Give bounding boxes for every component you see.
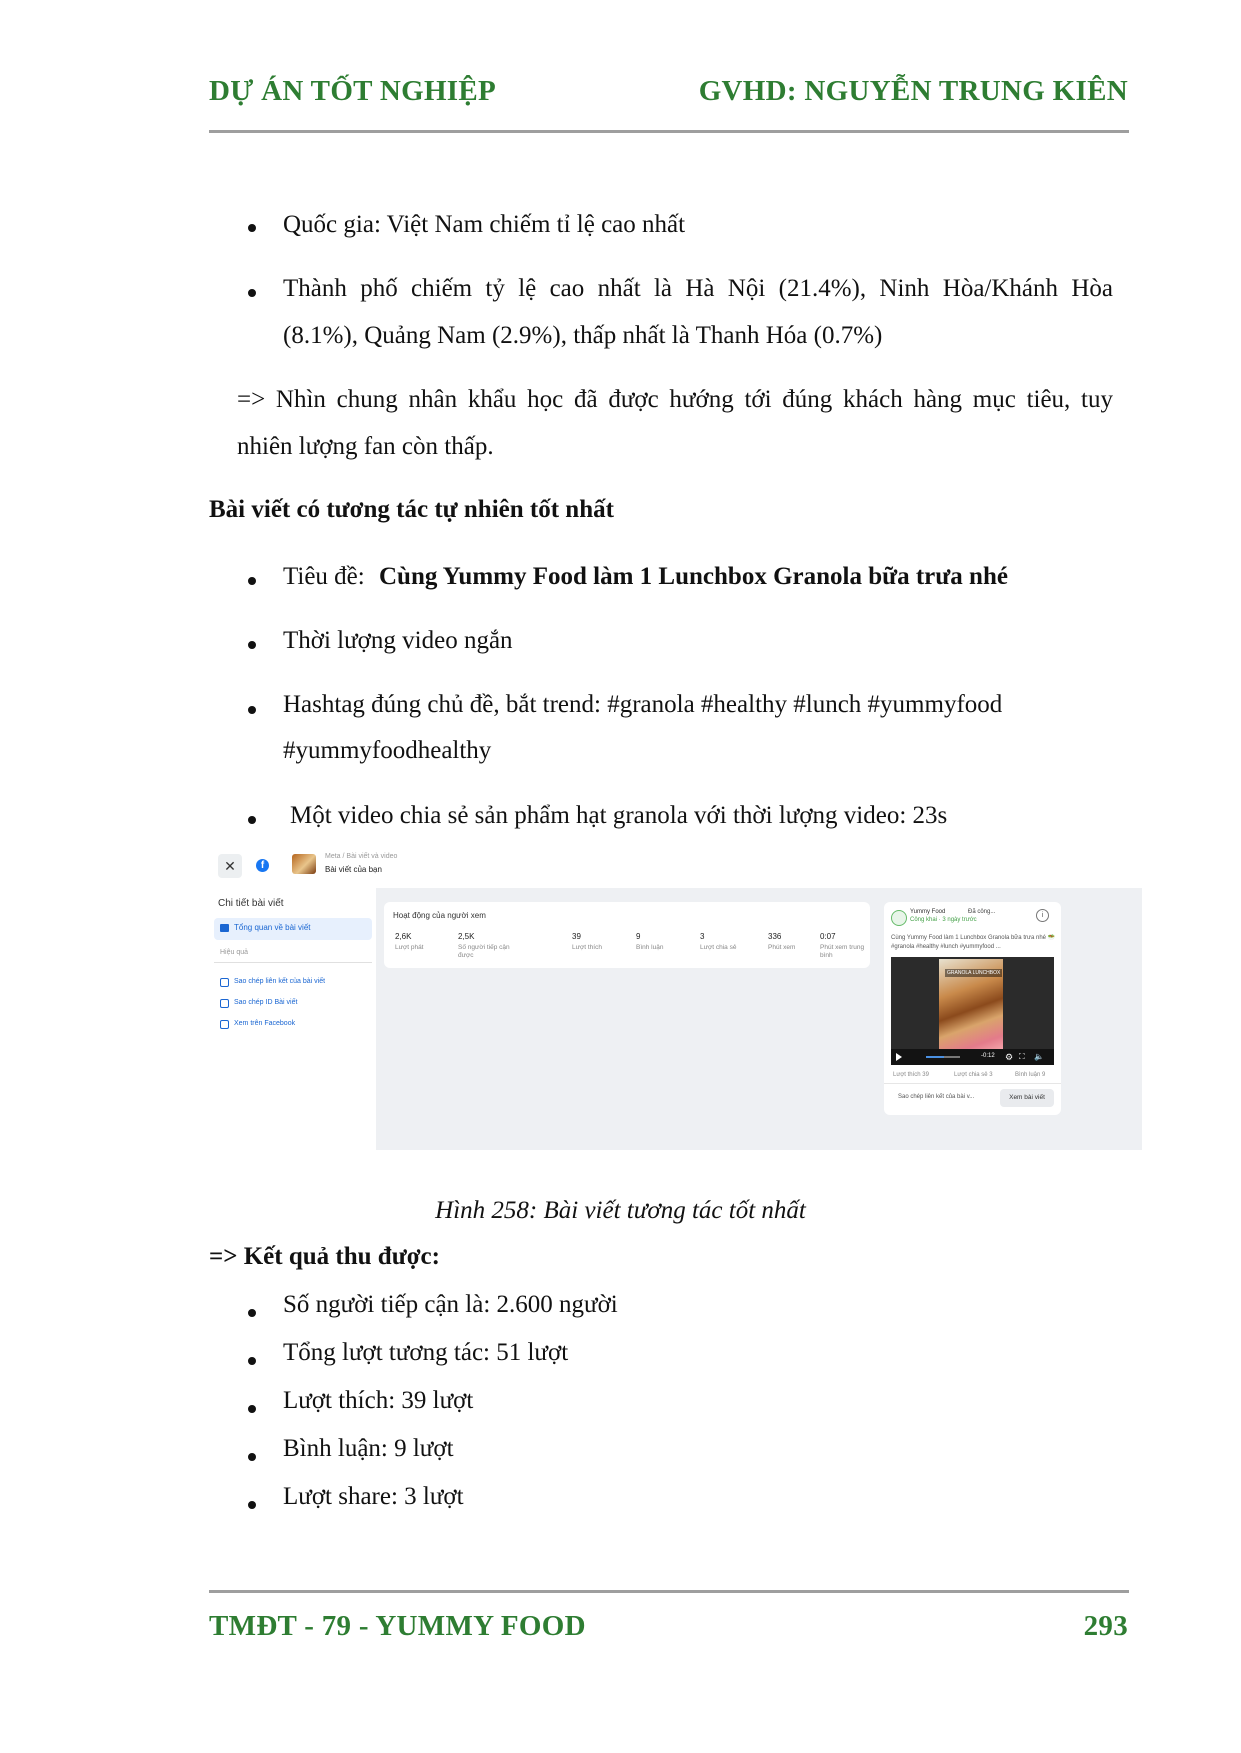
bullet-dot xyxy=(248,224,256,232)
bullet-dot xyxy=(248,1501,256,1509)
metric-value: 39 xyxy=(572,932,581,941)
metric-label: Lượt phát xyxy=(395,944,424,951)
result-engagement: Tổng lượt tương tác: 51 lượt xyxy=(283,1339,569,1366)
hashtag-bullet-line2: #yummyfoodhealthy xyxy=(283,737,492,764)
title-prefix: Tiêu đề: xyxy=(283,563,365,590)
result-reach: Số người tiếp cận là: 2.600 người xyxy=(283,1291,618,1318)
metric-value: 2,5K xyxy=(458,932,475,941)
metric-label: Lượt chia sẻ xyxy=(700,944,737,951)
metric-label: Số người tiếp cận được xyxy=(458,944,510,959)
metric-shares xyxy=(700,932,756,952)
stat-shares: Lượt chia sẻ 3 xyxy=(954,1072,993,1078)
metric-label: Phút xem xyxy=(768,944,796,951)
result-likes: Lượt thích: 39 lượt xyxy=(283,1387,474,1414)
video-controls xyxy=(891,1049,1054,1065)
metric-value: 3 xyxy=(700,932,705,941)
facebook-view-icon xyxy=(220,1020,229,1029)
post-caption: Cùng Yummy Food làm 1 Lunchbox Granola bữa trưa nhé 🥗 #granola #healthy #lunch #yummyfood ... xyxy=(891,935,1056,950)
metric-average-watch xyxy=(820,932,868,960)
publish-status: Đã công... xyxy=(968,909,996,915)
sidebar-item-copy-id[interactable]: Sao chép ID Bài viết xyxy=(234,999,298,1006)
post-preview-card xyxy=(884,902,1061,1115)
city-bullet-line1: Thành phố chiếm tỷ lệ cao nhất là Hà Nội (21.4%), Ninh Hòa/Khánh Hòa xyxy=(283,275,1113,302)
page-avatar xyxy=(891,910,907,926)
bullet-dot xyxy=(248,1309,256,1317)
header-project-title: DỰ ÁN TỐT NGHIỆP xyxy=(209,75,497,107)
results-heading: => Kết quả thu được: xyxy=(209,1243,440,1270)
stat-comments: Bình luận 9 xyxy=(1015,1072,1046,1078)
breadcrumb: Meta / Bài viết và video xyxy=(325,853,398,860)
video-player[interactable] xyxy=(891,957,1054,1065)
bullet-dot xyxy=(248,706,256,714)
best-post-heading: Bài viết có tương tác tự nhiên tốt nhất xyxy=(209,496,614,523)
stat-likes: Lượt thích 39 xyxy=(893,1072,929,1078)
title-bullet xyxy=(283,554,1008,600)
post-insights-screenshot xyxy=(214,848,1142,1150)
metric-label: Lượt thích xyxy=(572,944,602,951)
metric-minutes-viewed xyxy=(768,932,824,952)
details-sidebar xyxy=(214,888,376,1150)
metric-plays xyxy=(395,932,451,952)
hashtag-bullet-line1: Hashtag đúng chủ đề, bắt trend: #granola #healthy #lunch #yummyfood xyxy=(283,691,1003,718)
duration-bullet: Thời lượng video ngắn xyxy=(283,627,513,654)
bullet-dot xyxy=(248,816,256,824)
time-remaining: -0:12 xyxy=(981,1053,995,1059)
page-name: Yummy Food xyxy=(910,909,946,915)
progress-fill xyxy=(926,1056,944,1058)
overview-icon xyxy=(220,924,229,932)
conclusion-line1: => Nhìn chung nhân khẩu học đã được hướng tới đúng khách hàng mục tiêu, tuy xyxy=(237,386,1113,413)
metric-value: 2,6K xyxy=(395,932,412,941)
close-icon[interactable]: ✕ xyxy=(218,854,242,878)
insights-main xyxy=(376,888,1142,1150)
info-icon[interactable]: i xyxy=(1036,909,1049,922)
header-rule xyxy=(209,130,1129,133)
id-icon xyxy=(220,999,229,1008)
sidebar-title: Chi tiết bài viết xyxy=(218,898,284,909)
play-icon[interactable] xyxy=(896,1053,902,1061)
metric-comments xyxy=(636,932,692,952)
metric-label: Phút xem trung bình xyxy=(820,944,865,959)
bullet-dot xyxy=(248,1405,256,1413)
sidebar-item-label: Tổng quan về bài viết xyxy=(234,923,311,932)
viewer-activity-card xyxy=(384,902,870,968)
page-number: 293 xyxy=(1083,1610,1128,1642)
metric-value: 9 xyxy=(636,932,641,941)
bullet-dot xyxy=(248,1453,256,1461)
sidebar-item-copy-link[interactable]: Sao chép liên kết của bài viết xyxy=(234,978,326,985)
metric-likes xyxy=(572,932,628,952)
breadcrumb-current: Bài viết của bạn xyxy=(325,865,382,874)
post-title: Cùng Yummy Food làm 1 Lunchbox Granola bữa trưa nhé xyxy=(378,563,1008,590)
figure-caption: Hình 258: Bài viết tương tác tốt nhất xyxy=(435,1197,806,1224)
post-visibility: Công khai · 3 ngày trước xyxy=(910,917,977,923)
conclusion-line2: nhiên lượng fan còn thấp. xyxy=(237,433,494,460)
sidebar-item-overview[interactable] xyxy=(214,918,372,940)
card-title: Hoạt động của người xem xyxy=(393,911,486,920)
gear-icon[interactable]: ⚙ xyxy=(1005,1052,1014,1062)
city-bullet-line2: (8.1%), Quảng Nam (2.9%), thấp nhất là Thanh Hóa (0.7%) xyxy=(283,322,883,349)
volume-icon[interactable]: 🔈 xyxy=(1034,1052,1044,1061)
fullscreen-icon[interactable]: ⛶ xyxy=(1019,1052,1025,1061)
view-post-button[interactable]: Xem bài viết xyxy=(1000,1089,1054,1107)
sidebar-item-view-on-facebook[interactable]: Xem trên Facebook xyxy=(234,1020,296,1027)
link-icon xyxy=(220,978,229,987)
footer-rule xyxy=(209,1590,1129,1593)
bullet-dot xyxy=(248,641,256,649)
video-overlay-text: GRANOLA LUNCHBOX xyxy=(947,970,1001,976)
bullet-dot xyxy=(248,577,256,585)
sidebar-section-label: Hiệu quả xyxy=(220,949,249,956)
metric-label: Bình luận xyxy=(636,944,664,951)
footer-project: TMĐT - 79 - YUMMY FOOD xyxy=(209,1610,586,1642)
card-divider xyxy=(884,1083,1061,1084)
video-desc-bullet: Một video chia sẻ sản phẩm hạt granola với thời lượng video: 23s xyxy=(290,802,948,829)
sidebar-divider xyxy=(214,962,372,963)
metric-value: 0:07 xyxy=(820,932,836,941)
post-thumbnail xyxy=(292,854,316,874)
metric-value: 336 xyxy=(768,932,782,941)
result-comments: Bình luận: 9 lượt xyxy=(283,1435,454,1462)
metric-reach xyxy=(458,932,514,960)
screenshot-topbar xyxy=(214,848,1142,888)
copy-link-button[interactable]: Sao chép liên kết của bài v... xyxy=(898,1094,975,1100)
bullet-dot xyxy=(248,289,256,297)
facebook-icon: f xyxy=(256,859,269,872)
result-shares: Lượt share: 3 lượt xyxy=(283,1483,464,1510)
country-bullet: Quốc gia: Việt Nam chiếm tỉ lệ cao nhất xyxy=(283,211,686,238)
bullet-dot xyxy=(248,1357,256,1365)
header-supervisor: GVHD: NGUYỄN TRUNG KIÊN xyxy=(698,75,1128,107)
